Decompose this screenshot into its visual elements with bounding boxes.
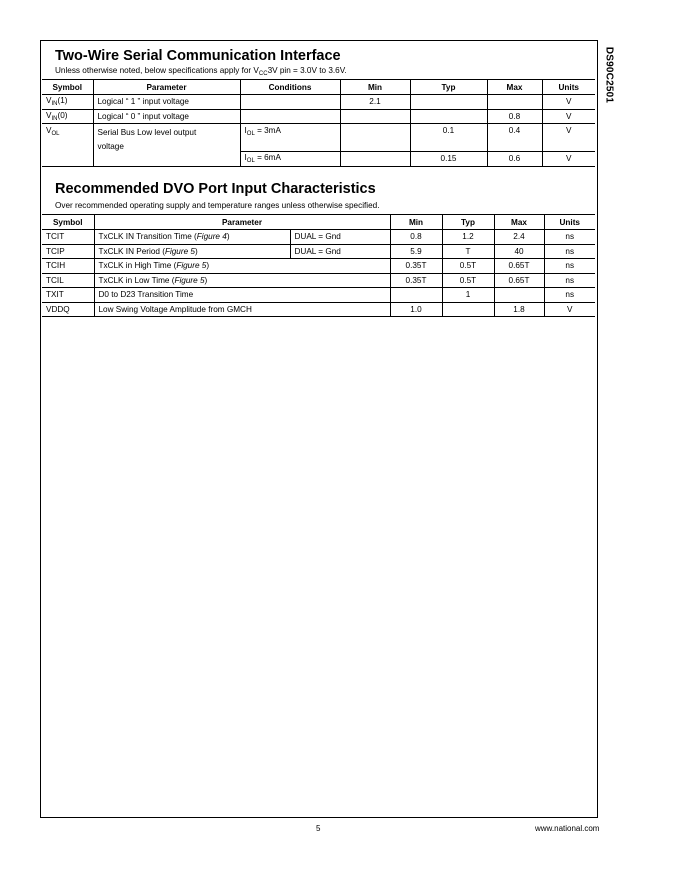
symbol-cell: TCIT bbox=[42, 230, 94, 245]
table-row bbox=[42, 259, 595, 274]
symbol-cell: $V_{IN}(1)$ bbox=[42, 95, 93, 110]
typ-cell bbox=[442, 302, 494, 317]
header-typ: Typ bbox=[442, 215, 494, 230]
conditions-cell: DUAL = Gnd bbox=[290, 230, 390, 245]
table-row bbox=[42, 109, 595, 124]
parameter-cell: Logical “ 0 ” input voltage bbox=[93, 109, 240, 124]
min-cell: 1.0 bbox=[390, 302, 442, 317]
units-cell: ns bbox=[544, 230, 595, 245]
symbol-cell: $V_{OL}$ bbox=[42, 124, 93, 167]
max-cell: 0.4 bbox=[487, 124, 542, 152]
max-cell: 0.8 bbox=[487, 109, 542, 124]
parameter-cell: TxCLK IN Transition Time (Figure 4) bbox=[94, 230, 290, 245]
min-cell: 2.1 bbox=[340, 95, 410, 110]
min-cell bbox=[340, 152, 410, 167]
units-cell: ns bbox=[544, 259, 595, 274]
units-cell: V bbox=[542, 124, 595, 152]
max-cell: 2.4 bbox=[494, 230, 544, 245]
header-symbol: Symbol bbox=[42, 80, 93, 95]
table-row bbox=[42, 95, 595, 110]
header-parameter: Parameter bbox=[93, 80, 240, 95]
min-cell bbox=[340, 124, 410, 152]
header-typ: Typ bbox=[410, 80, 487, 95]
table-header-row bbox=[42, 80, 595, 95]
min-cell bbox=[390, 288, 442, 303]
typ-cell: 0.15 bbox=[410, 152, 487, 167]
figure-reference: Figure 4 bbox=[196, 232, 227, 242]
parameter-cell: D0 to D23 Transition Time bbox=[94, 288, 390, 303]
units-cell: V bbox=[542, 95, 595, 110]
typ-cell: 1.2 bbox=[442, 230, 494, 245]
conditions-cell bbox=[240, 109, 340, 124]
max-cell bbox=[494, 288, 544, 303]
units-cell: V bbox=[542, 152, 595, 167]
header-units: Units bbox=[544, 215, 595, 230]
min-cell: 5.9 bbox=[390, 244, 442, 259]
parameter-cell: TxCLK IN Period (Figure 5) bbox=[94, 244, 290, 259]
header-max: Max bbox=[487, 80, 542, 95]
table-row bbox=[42, 124, 595, 152]
units-cell: V bbox=[542, 109, 595, 124]
min-cell: 0.35T bbox=[390, 273, 442, 288]
min-cell bbox=[340, 109, 410, 124]
symbol-cell: TCIL bbox=[42, 273, 94, 288]
header-conditions: Conditions bbox=[240, 80, 340, 95]
table-row bbox=[42, 230, 595, 245]
figure-reference: Figure 5 bbox=[164, 246, 195, 256]
figure-reference: Figure 5 bbox=[176, 261, 207, 271]
figure-reference: Figure 5 bbox=[174, 275, 205, 285]
page-number: 5 bbox=[316, 824, 321, 833]
typ-cell: T bbox=[442, 244, 494, 259]
section1-title: Two-Wire Serial Communication Interface bbox=[55, 48, 341, 64]
typ-cell bbox=[410, 95, 487, 110]
two-wire-spec-table bbox=[42, 79, 595, 167]
units-cell: ns bbox=[544, 288, 595, 303]
max-cell: 0.65T bbox=[494, 273, 544, 288]
symbol-cell: $V_{IN}(0)$ bbox=[42, 109, 93, 124]
header-min: Min bbox=[340, 80, 410, 95]
typ-cell: 0.5T bbox=[442, 273, 494, 288]
max-cell: 1.8 bbox=[494, 302, 544, 317]
symbol-cell: TCIP bbox=[42, 244, 94, 259]
parameter-cell: Low Swing Voltage Amplitude from GMCH bbox=[94, 302, 390, 317]
typ-cell: 0.1 bbox=[410, 124, 487, 152]
min-cell: 0.8 bbox=[390, 230, 442, 245]
conditions-cell bbox=[240, 95, 340, 110]
units-cell: ns bbox=[544, 273, 595, 288]
header-units: Units bbox=[542, 80, 595, 95]
conditions-cell: $I_{OL} = 3mA$ bbox=[240, 124, 340, 152]
section1-note: Unless otherwise noted, below specifications apply for $V_{CC}3V$ pin = 3.0V to 3.6V. bbox=[55, 66, 347, 77]
typ-cell: 0.5T bbox=[442, 259, 494, 274]
min-cell: 0.35T bbox=[390, 259, 442, 274]
section2-note: Over recommended operating supply and temperature ranges unless otherwise specified. bbox=[55, 201, 380, 210]
max-cell: 0.6 bbox=[487, 152, 542, 167]
table-row bbox=[42, 288, 595, 303]
parameter-cell: TxCLK in High Time (Figure 5) bbox=[94, 259, 390, 274]
parameter-cell: Serial Bus Low level output voltage bbox=[93, 124, 240, 167]
max-cell bbox=[487, 95, 542, 110]
section2-title: Recommended DVO Port Input Characteristics bbox=[55, 181, 376, 197]
header-max: Max bbox=[494, 215, 544, 230]
part-number-label: DS90C2501 bbox=[603, 46, 615, 104]
typ-cell: 1 bbox=[442, 288, 494, 303]
table-row bbox=[42, 273, 595, 288]
conditions-cell: DUAL = Gnd bbox=[290, 244, 390, 259]
conditions-cell: $I_{OL} = 6mA$ bbox=[240, 152, 340, 167]
header-symbol: Symbol bbox=[42, 215, 94, 230]
table-row bbox=[42, 244, 595, 259]
units-cell: ns bbox=[544, 244, 595, 259]
symbol-cell: TCIH bbox=[42, 259, 94, 274]
symbol-cell: TXIT bbox=[42, 288, 94, 303]
header-parameter: Parameter bbox=[94, 215, 390, 230]
max-cell: 0.65T bbox=[494, 259, 544, 274]
typ-cell bbox=[410, 109, 487, 124]
header-min: Min bbox=[390, 215, 442, 230]
footer-url: www.national.com bbox=[535, 824, 600, 833]
units-cell: V bbox=[544, 302, 595, 317]
symbol-cell: VDDQ bbox=[42, 302, 94, 317]
max-cell: 40 bbox=[494, 244, 544, 259]
dvo-port-input-table bbox=[42, 214, 595, 317]
table-row bbox=[42, 302, 595, 317]
parameter-cell: TxCLK in Low Time (Figure 5) bbox=[94, 273, 390, 288]
parameter-cell: Logical “ 1 ” input voltage bbox=[93, 95, 240, 110]
table-header-row bbox=[42, 215, 595, 230]
